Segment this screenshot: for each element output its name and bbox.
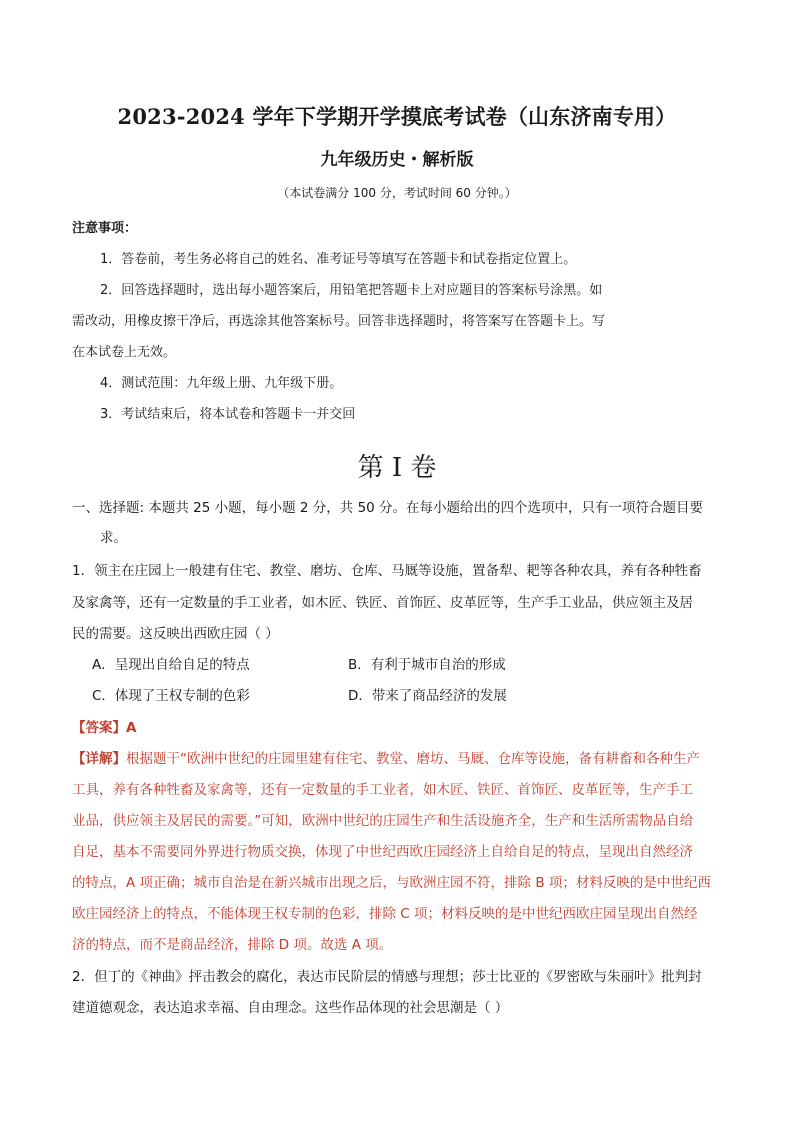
option-c: C．体现了王权专制的色彩: [92, 688, 250, 704]
answer-label: 【答案】: [72, 720, 126, 736]
detail-line: [72, 747, 700, 767]
detail-text: 业品，供应领主及居民的需要。”可知，欧洲中世纪的庄园生产和生活设施齐全，生产和生活所需物品自给: [72, 813, 694, 829]
notice-line: 2．回答选择题时，选出每小题答案后，用铅笔把答题卡上对应题目的答案标号涂黑。如: [100, 283, 603, 298]
question-1-stem: 及家禽等，还有一定数量的手工业者，如木匠、铁匠、首饰匠、皮革匠等，生产手工业品，供应领主及居: [72, 595, 693, 611]
notice-heading: 注意事项：: [72, 221, 138, 236]
detail-text: 的特点，A 项正确；城市自治是在新兴城市出现之后，与欧洲庄园不符，排除 B 项；材料反映的是中世纪西: [72, 875, 711, 891]
detail-text: 济的特点，而不是商品经济，排除 D 项。故选 A 项。: [72, 937, 393, 953]
detail-label: 【详解】: [72, 751, 126, 767]
notice-line: 在本试卷上无效。: [72, 345, 177, 360]
notice-line: 4．测试范围：九年级上册、九年级下册。: [100, 376, 343, 391]
exam-subtitle: 九年级历史・解析版: [320, 150, 474, 170]
answer-value: A: [126, 720, 137, 736]
section-instruction: 一、选择题: 本题共 25 小题，每小题 2 分，共 50 分。在每小题给出的四个选项中，只有一项符合题目要: [72, 500, 704, 516]
detail-text: 工具，养有各种牲畜及家禽等，还有一定数量的手工业者，如木匠、铁匠、首饰匠、皮革匠等，生产手工: [72, 782, 693, 798]
notice-line: 1．答卷前，考生务必将自己的姓名、准考证号等填写在答题卡和试卷指定位置上。: [100, 252, 577, 267]
question-2-stem: 建道德观念，表达追求幸福、自由理念。这些作品体现的社会思潮是（ ）: [72, 1000, 509, 1016]
answer-line: [72, 716, 136, 736]
question-1-stem: 1．领主在庄园上一般建有住宅、教堂、磨坊、仓库、马厩等设施，置备犁、耙等各种农具，养有各种牲畜: [72, 563, 702, 579]
detail-text: 根据题干“欧洲中世纪的庄园里建有住宅、教堂、磨坊、马厩、仓库等设施，备有耕畜和各种生产: [126, 751, 700, 767]
exam-meta: （本试卷满分 100 分，考试时间 60 分钟。）: [277, 186, 517, 200]
option-a: A．呈现出自给自足的特点: [92, 657, 250, 673]
option-d: D．带来了商品经济的发展: [348, 688, 507, 704]
section-title: 第 I 卷: [357, 453, 437, 483]
question-1-stem: 民的需要。这反映出西欧庄园（ ）: [72, 626, 279, 642]
option-b: B．有利于城市自治的形成: [348, 657, 506, 673]
detail-text: 欧庄园经济上的特点，不能体现王权专制的色彩，排除 C 项；材料反映的是中世纪西欧庄园呈现出自然经: [72, 906, 698, 922]
notice-line: 需改动，用橡皮擦干净后，再选涂其他答案标号。回答非选择题时，将答案写在答题卡上。写: [72, 314, 606, 329]
question-2-stem: 2．但丁的《神曲》抨击教会的腐化，表达市民阶层的情感与理想；莎士比亚的《罗密欧与朱丽叶》批判封: [72, 969, 702, 985]
exam-title: 2023-2024 学年下学期开学摸底考试卷（山东济南专用）: [117, 104, 677, 129]
detail-text: 自足，基本不需要同外界进行物质交换，体现了中世纪西欧庄园经济上自给自足的特点，呈现出自然经济: [72, 844, 693, 860]
notice-line: 3．考试结束后，将本试卷和答题卡一并交回: [100, 407, 356, 422]
section-instruction: 求。: [100, 530, 127, 546]
